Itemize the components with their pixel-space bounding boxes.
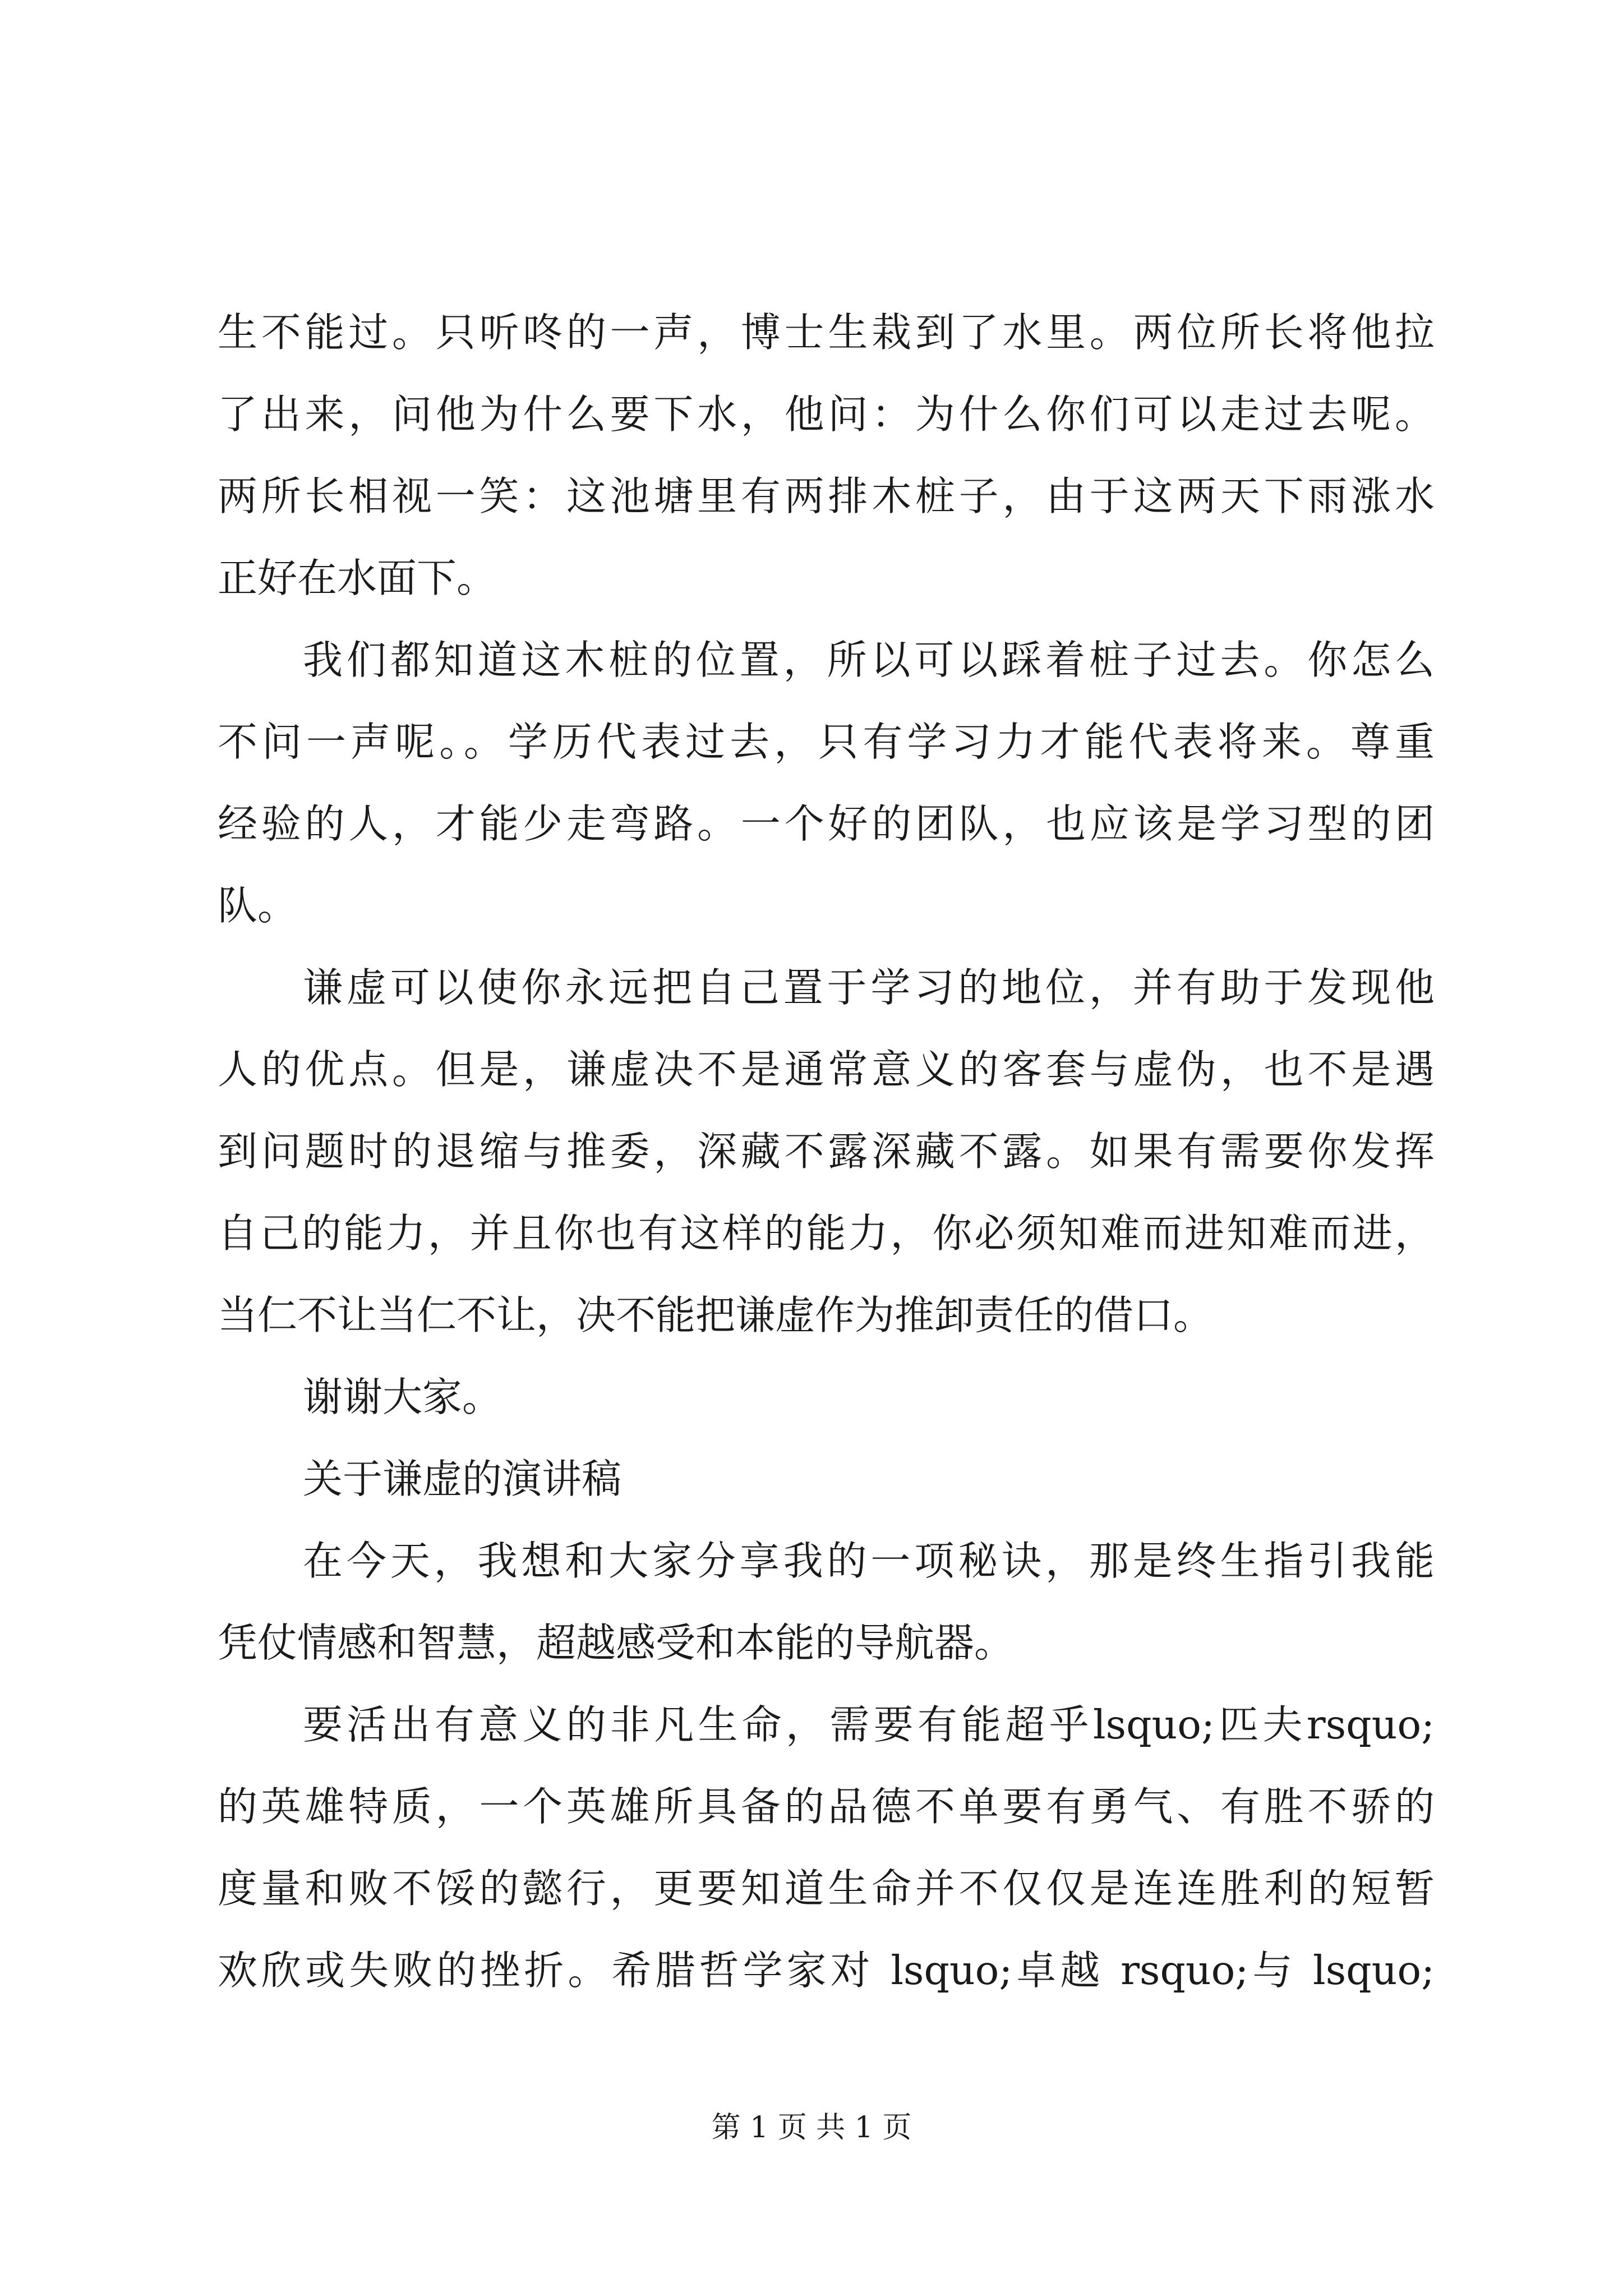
text-line: 谦虚可以使你永远把自己置于学习的地位，并有助于发现他: [303, 964, 1435, 1011]
text-line: 的英雄特质，一个英雄所具备的品德不单要有勇气、有胜不骄的: [218, 1783, 1435, 1830]
page-number-label: 第 1 页 共 1 页: [711, 2111, 912, 2145]
document-body: [218, 292, 1435, 2012]
text-line: 凭仗情感和智慧，超越感受和本能的导航器。: [218, 1619, 1015, 1666]
text-line: 谢谢大家。: [303, 1374, 502, 1420]
text-line: 要活出有意义的非凡生命，需要有能超乎lsquo;匹夫rsquo;: [303, 1701, 1435, 1748]
text-line: 生不能过。只听咚的一声，博士生栽到了水里。两位所长将他拉: [218, 309, 1435, 356]
text-line: 度量和败不馁的懿行，更要知道生命并不仅仅是连连胜利的短暂: [218, 1865, 1435, 1912]
text-line: 当仁不让当仁不让，决不能把谦虚作为推卸责任的借口。: [218, 1292, 1214, 1338]
text-line: 欢欣或失败的挫折。希腊哲学家对 lsquo;卓越 rsquo;与 lsquo;: [218, 1947, 1435, 1994]
section-heading: 关于谦虚的演讲稿: [303, 1456, 622, 1502]
text-line: 两所长相视一笑：这池塘里有两排木桩子，由于这两天下雨涨水: [218, 473, 1435, 519]
text-line: 我们都知道这木桩的位置，所以可以踩着桩子过去。你怎么: [303, 637, 1435, 683]
text-line: 自己的能力，并且你也有这样的能力，你必须知难而进知难而进，: [218, 1210, 1435, 1257]
text-line: 不问一声呢。。学历代表过去，只有学习力才能代表将来。尊重: [218, 719, 1435, 765]
page-footer: [0, 2108, 1623, 2147]
text-line: 人的优点。但是，谦虚决不是通常意义的客套与虚伪，也不是遇: [218, 1046, 1435, 1093]
text-line: 队。: [218, 882, 298, 929]
text-line: 到问题时的退缩与推委，深藏不露深藏不露。如果有需要你发挥: [218, 1128, 1435, 1175]
text-line: 在今天，我想和大家分享我的一项秘诀，那是终生指引我能: [303, 1538, 1435, 1584]
text-line: 经验的人，才能少走弯路。一个好的团队，也应该是学习型的团: [218, 800, 1435, 847]
text-line: 了出来，问他为什么要下水，他问：为什么你们可以走过去呢。: [218, 391, 1435, 438]
text-line: 正好在水面下。: [218, 555, 497, 601]
